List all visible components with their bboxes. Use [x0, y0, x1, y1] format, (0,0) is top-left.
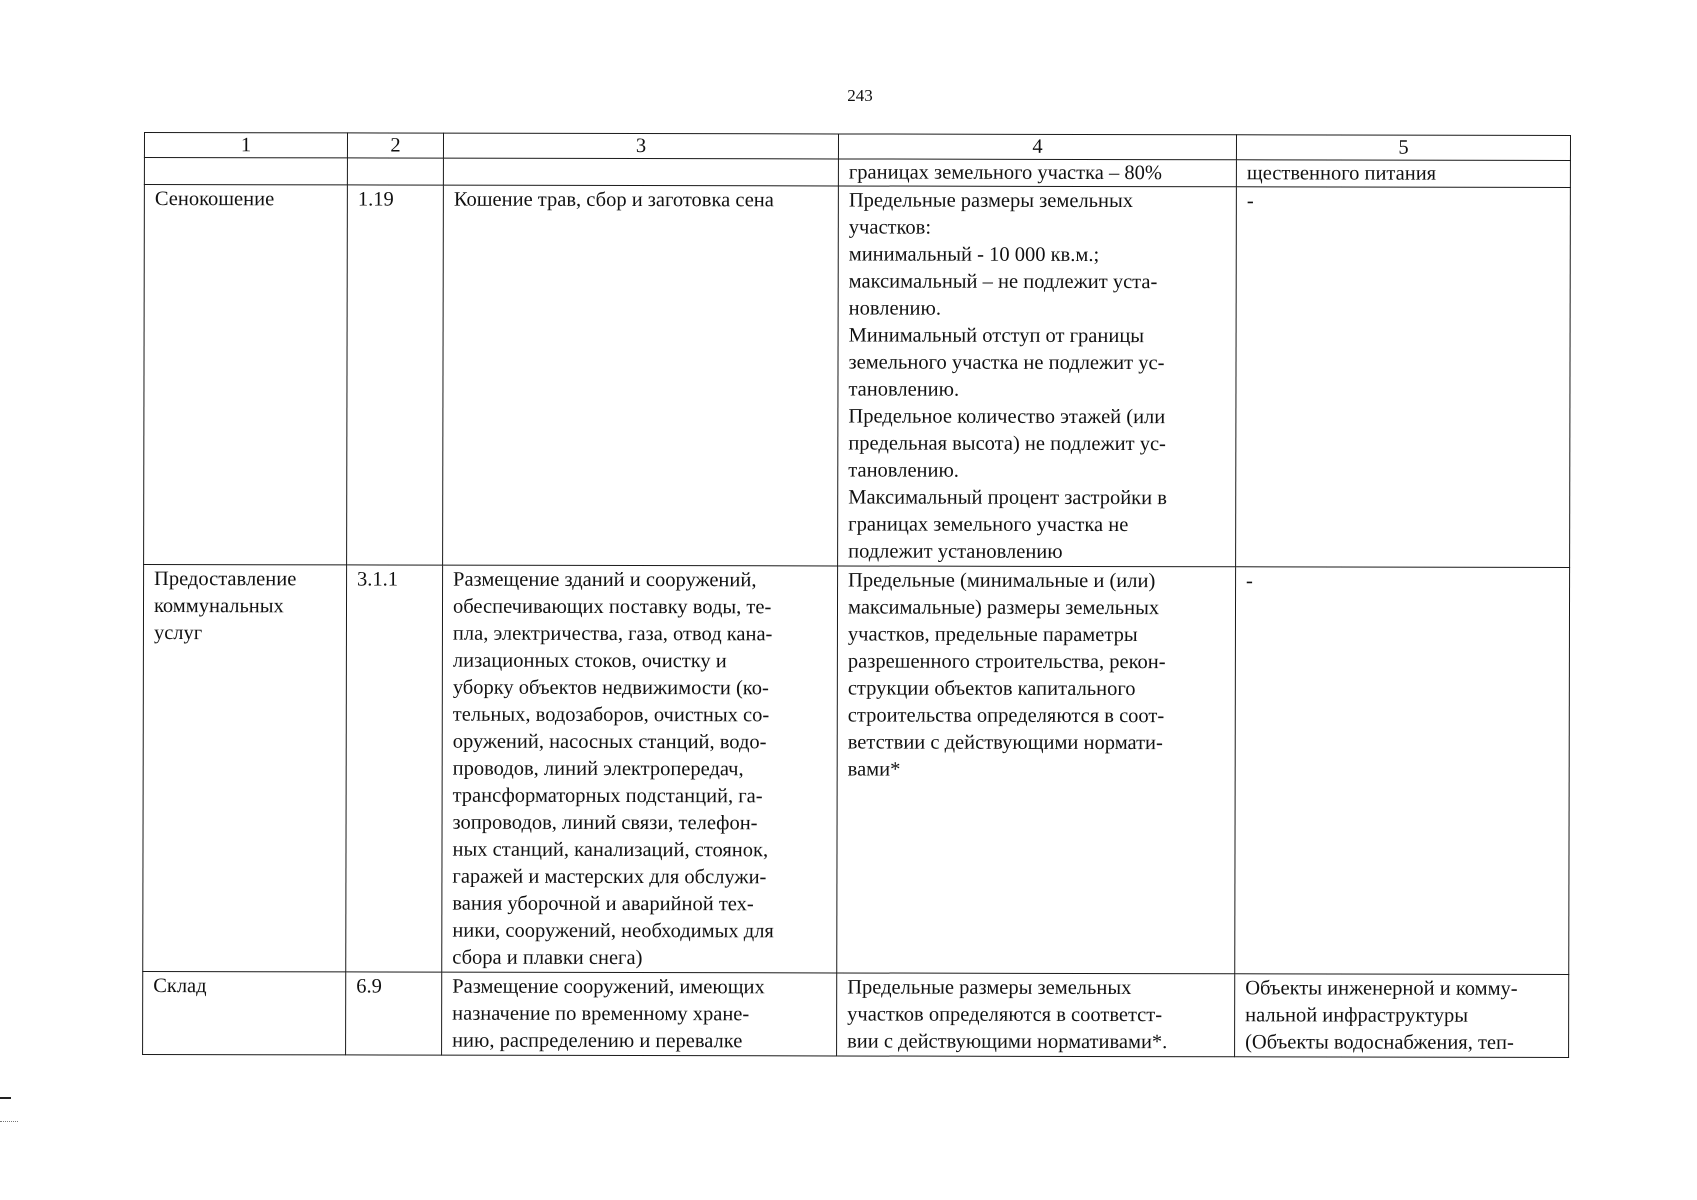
row-parameters: Предельные (минимальные и (или) максимальные) размеры земельных участков, предельные параметры разрешенного строительства, рекон- струкции объектов капитального строительства определяются в соот- ветствии с действующими нормати- вами* — [837, 566, 1236, 974]
page-number: 243 — [847, 86, 873, 105]
cont-cell-1 — [144, 158, 347, 185]
header-row — [144, 133, 1570, 161]
land-use-table — [142, 132, 1571, 1058]
row-description: Размещение зданий и сооружений, обеспечивающих поставку воды, те- пла, электричества, газа, отвод кана- лизационных стоков, очистку и уборку объектов недвижимости (ко- тельных, водозаборов, очистных со- оружений, насосных станций, водо- проводов, линий электропередач, трансформаторных подстанций, га- зопроводов, линий связи, телефон- ных станций, канализаций, стоянок, гаражей и мастерских для обслужи- вания уборочной и аварийной тех- ники, сооружений, необходимых для сбора и плавки снега) — [442, 565, 838, 973]
margin-dots — [0, 1121, 18, 1122]
continuation-row — [144, 158, 1570, 188]
row-notes: - — [1235, 567, 1570, 975]
row-parameters: Предельные размеры земельных участков: минимальный - 10 000 кв.м.; максимальный – не подлежит уста- новлению. Минимальный отступ от границы земельного участка не подлежит ус- тановлению. Предельное количество этажей (или предельная высота) не подлежит ус- тановлению. Максимальный процент застройки в границах земельного участка не подлежит установлению — [838, 186, 1237, 567]
table-row — [143, 971, 1569, 1057]
cont-cell-3 — [443, 158, 838, 186]
row-notes: Объекты инженерной и комму- нальной инфраструктуры (Объекты водоснабжения, теп- — [1235, 974, 1569, 1058]
row-code: 1.19 — [347, 185, 444, 565]
row-notes: - — [1236, 187, 1571, 568]
row-code: 6.9 — [346, 972, 442, 1055]
header-cell-5: 5 — [1236, 135, 1570, 161]
cont-cell-2 — [347, 158, 443, 185]
header-cell-4: 4 — [838, 134, 1236, 160]
margin-mark — [0, 1097, 11, 1099]
header-cell-2: 2 — [347, 133, 443, 158]
table-row — [144, 185, 1571, 568]
table-row — [143, 565, 1570, 975]
header-cell-1: 1 — [144, 133, 347, 158]
row-description: Кошение трав, сбор и заготовка сена — [443, 185, 839, 566]
row-description: Размещение сооружений, имеющих назначение по временному хране- нию, распределению и перевалке — [442, 972, 837, 1056]
cont-cell-4: границах земельного участка – 80% — [838, 159, 1236, 187]
header-cell-3: 3 — [443, 133, 838, 159]
row-name: Склад — [143, 971, 346, 1054]
cont-cell-5: щественного питания — [1236, 160, 1570, 188]
row-name: Предоставление коммунальных услуг — [143, 565, 347, 972]
row-name: Сенокошение — [144, 185, 348, 565]
row-parameters: Предельные размеры земельных участков определяются в соответст- вии с действующими нормативами*. — [837, 973, 1235, 1057]
row-code: 3.1.1 — [346, 565, 443, 972]
